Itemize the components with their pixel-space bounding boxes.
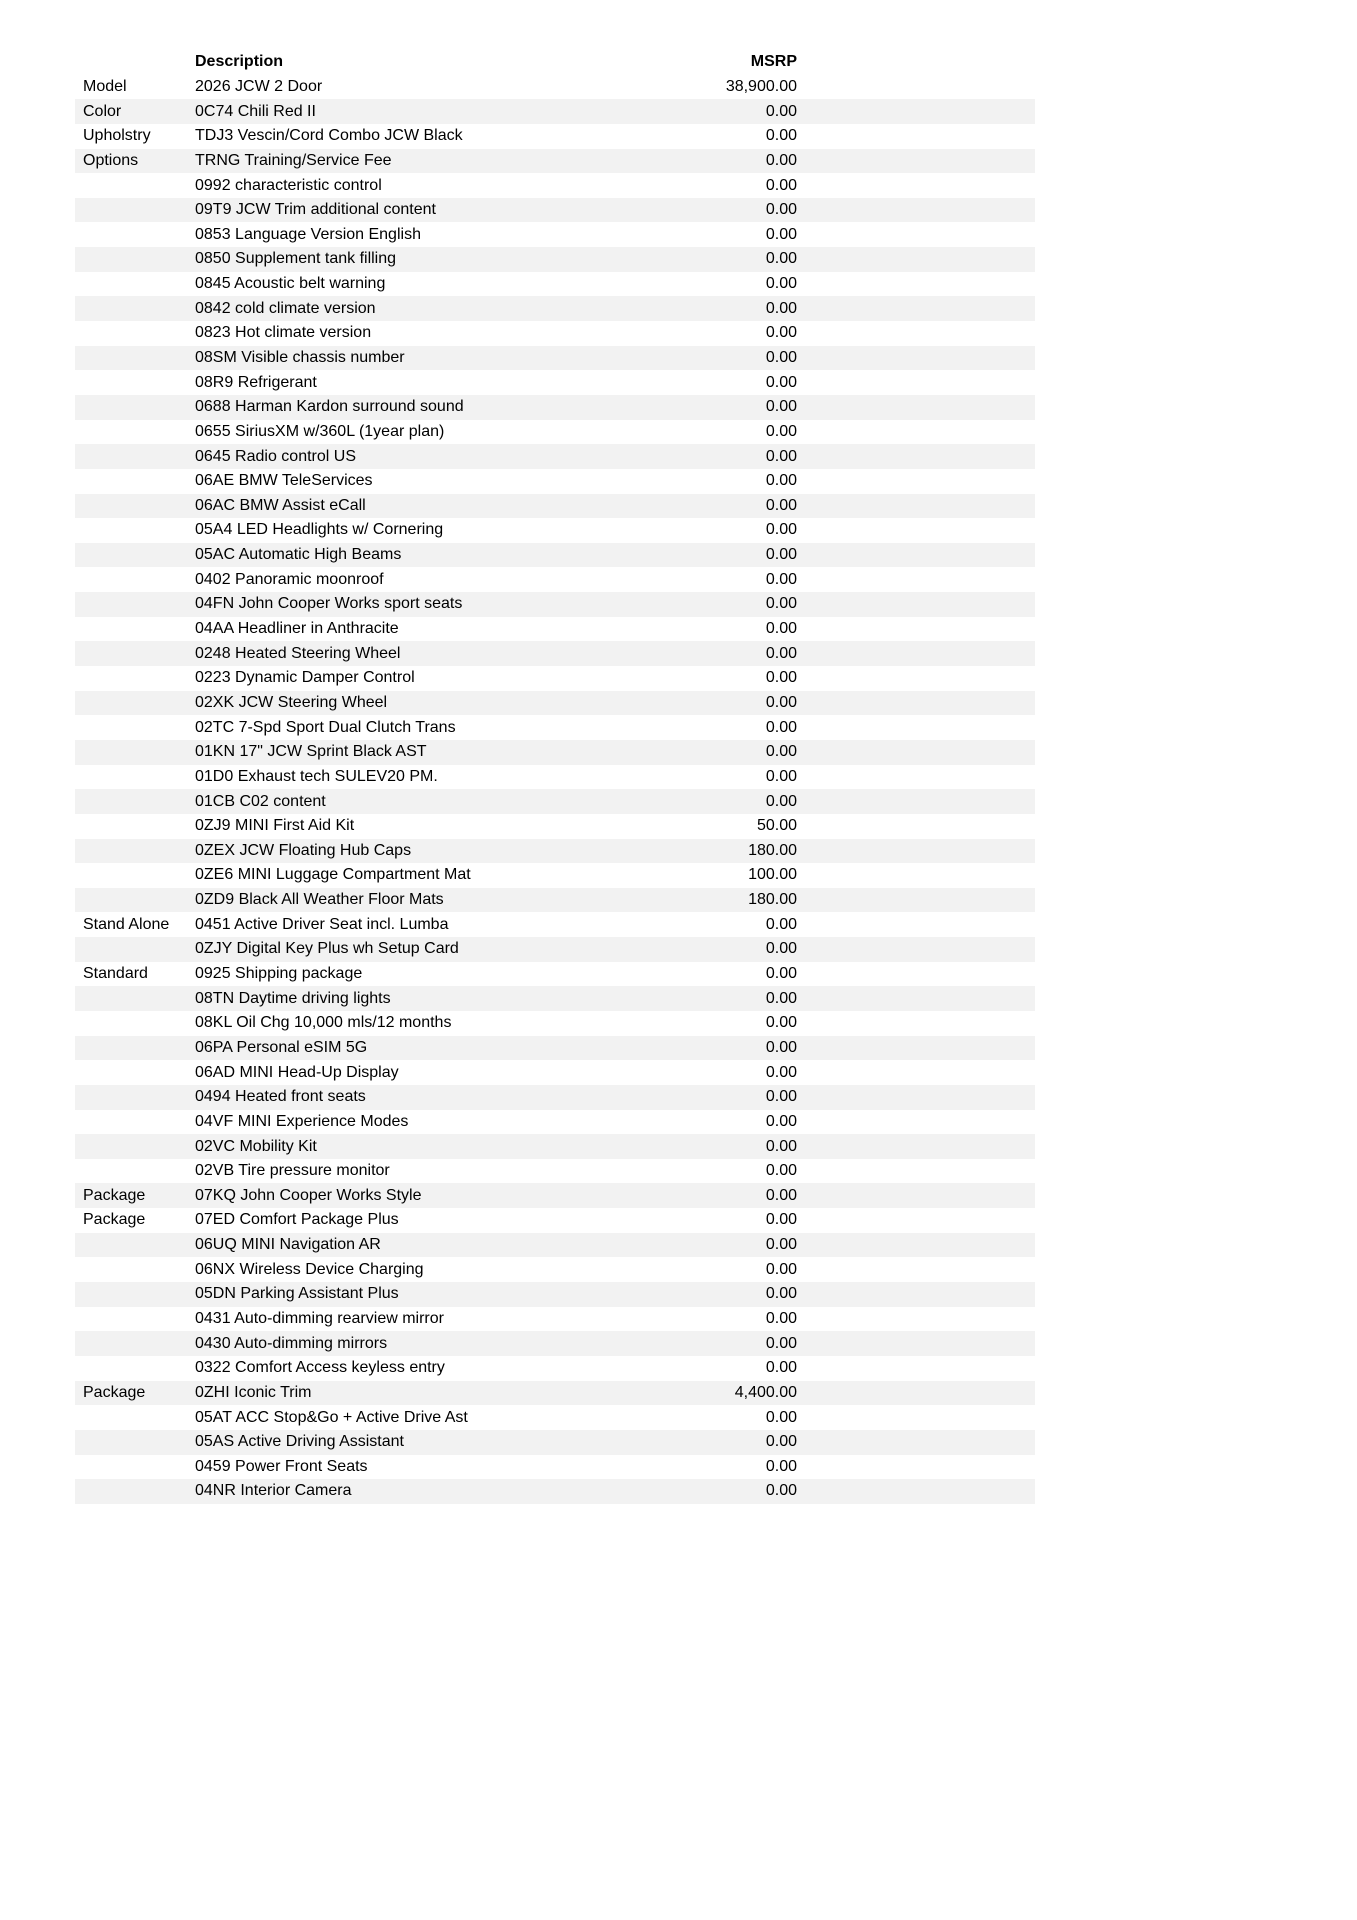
cell-filler [800,395,1035,420]
cell-category [75,1455,195,1480]
cell-filler [800,691,1035,716]
cell-msrp: 0.00 [765,201,797,219]
table-row [75,1282,1035,1307]
table-row [75,1455,1035,1480]
cell-description: 0645 Radio control US [195,447,356,465]
cell-description: 06NX Wireless Device Charging [195,1260,424,1278]
cell-filler [800,715,1035,740]
table-row [75,321,1035,346]
table-row [75,592,1035,617]
cell-category [75,888,195,913]
cell-description: 04AA Headliner in Anthracite [195,620,399,638]
cell-filler [800,518,1035,543]
cell-filler [800,1307,1035,1332]
cell-description: 06PA Personal eSIM 5G [195,1038,368,1056]
cell-msrp: 0.00 [765,1186,797,1204]
cell-filler [800,124,1035,149]
cell-msrp: 0.00 [765,373,797,391]
cell-description: 0823 Hot climate version [195,324,372,342]
cell-filler [800,1381,1035,1406]
cell-msrp: 0.00 [765,521,797,539]
cell-category [75,1405,195,1430]
cell-description: 0322 Comfort Access keyless entry [195,1359,445,1377]
cell-filler [800,666,1035,691]
cell-msrp: 0.00 [765,546,797,564]
cell-filler [800,1159,1035,1184]
cell-filler [800,1282,1035,1307]
cell-category [75,247,195,272]
cell-category [75,1134,195,1159]
header-category [75,50,195,75]
cell-description: 0459 Power Front Seats [195,1457,368,1475]
cell-description: 0ZEX JCW Floating Hub Caps [195,841,412,859]
cell-description: 0845 Acoustic belt warning [195,275,386,293]
table-row [75,962,1035,987]
cell-filler [800,1011,1035,1036]
cell-msrp: 50.00 [756,817,797,835]
cell-description: 0248 Heated Steering Wheel [195,644,401,662]
cell-category [75,1159,195,1184]
table-row [75,370,1035,395]
table-row [75,666,1035,691]
cell-filler [800,1085,1035,1110]
cell-description: TRNG Training/Service Fee [195,151,392,169]
cell-msrp: 0.00 [765,422,797,440]
cell-msrp: 0.00 [765,250,797,268]
cell-msrp: 0.00 [765,299,797,317]
cell-filler [800,888,1035,913]
cell-msrp: 0.00 [765,127,797,145]
cell-filler [800,962,1035,987]
cell-filler [800,272,1035,297]
cell-description: 06AC BMW Assist eCall [195,496,366,514]
cell-filler [800,789,1035,814]
cell-msrp: 0.00 [765,102,797,120]
cell-description: 04VF MINI Experience Modes [195,1112,409,1130]
cell-filler [800,1036,1035,1061]
table-row [75,1233,1035,1258]
cell-filler [800,986,1035,1011]
cell-filler [800,222,1035,247]
table-row [75,124,1035,149]
cell-filler [800,469,1035,494]
cell-msrp: 0.00 [765,1137,797,1155]
cell-description: 0853 Language Version English [195,225,421,243]
cell-filler [800,912,1035,937]
cell-category [75,1307,195,1332]
cell-description: 0C74 Chili Red II [195,102,316,120]
table-row [75,789,1035,814]
cell-description: 06AD MINI Head-Up Display [195,1063,399,1081]
cell-description: 05AC Automatic High Beams [195,546,402,564]
table-row [75,1479,1035,1504]
cell-category [75,173,195,198]
cell-category [75,420,195,445]
cell-description: 0223 Dynamic Damper Control [195,669,415,687]
cell-category [75,1085,195,1110]
table-row [75,1257,1035,1282]
cell-msrp: 0.00 [765,570,797,588]
cell-msrp: 0.00 [765,767,797,785]
cell-description: 01KN 17" JCW Sprint Black AST [195,743,427,761]
cell-msrp: 0.00 [765,718,797,736]
cell-filler [800,346,1035,371]
cell-msrp: 0.00 [765,275,797,293]
table-row [75,715,1035,740]
cell-msrp: 0.00 [765,693,797,711]
table-row [75,1085,1035,1110]
cell-category [75,494,195,519]
cell-msrp: 0.00 [765,989,797,1007]
cell-category: Package [83,1186,146,1204]
cell-description: 0ZE6 MINI Luggage Compartment Mat [195,866,471,884]
cell-category [75,1430,195,1455]
cell-filler [800,641,1035,666]
table-row [75,641,1035,666]
cell-filler [800,494,1035,519]
cell-msrp: 38,900.00 [725,77,797,95]
table-row [75,1307,1035,1332]
cell-msrp: 4,400.00 [734,1383,797,1401]
cell-msrp: 180.00 [748,841,797,859]
table-row [75,99,1035,124]
cell-description: 09T9 JCW Trim additional content [195,201,436,219]
cell-category [75,1011,195,1036]
cell-filler [800,1479,1035,1504]
table-row [75,222,1035,247]
cell-filler [800,1060,1035,1085]
cell-description: 02VC Mobility Kit [195,1137,317,1155]
cell-filler [800,1208,1035,1233]
cell-msrp: 0.00 [765,1162,797,1180]
cell-category [75,296,195,321]
cell-category [75,1331,195,1356]
cell-category [75,1060,195,1085]
table-row [75,75,1035,100]
cell-msrp: 0.00 [765,472,797,490]
cell-filler [800,1455,1035,1480]
cell-category: Stand Alone [83,915,170,933]
cell-msrp: 0.00 [765,447,797,465]
cell-description: 0402 Panoramic moonroof [195,570,384,588]
cell-description: 0451 Active Driver Seat incl. Lumba [195,915,449,933]
cell-description: 0655 SiriusXM w/360L (1year plan) [195,422,445,440]
cell-category [75,1257,195,1282]
cell-description: 0688 Harman Kardon surround sound [195,398,464,416]
cell-msrp: 0.00 [765,1260,797,1278]
cell-description: 01CB C02 content [195,792,326,810]
cell-description: 08KL Oil Chg 10,000 mls/12 months [195,1014,452,1032]
cell-filler [800,1257,1035,1282]
table-row [75,765,1035,790]
table-row [75,247,1035,272]
table-row [75,1381,1035,1406]
cell-filler [800,321,1035,346]
header-row [75,50,1035,75]
cell-category [75,567,195,592]
cell-category [75,1110,195,1135]
cell-msrp: 0.00 [765,965,797,983]
cell-filler [800,198,1035,223]
cell-msrp: 0.00 [765,1211,797,1229]
table-row [75,1208,1035,1233]
table-row [75,1134,1035,1159]
cell-msrp: 0.00 [765,324,797,342]
cell-category [75,740,195,765]
cell-msrp: 100.00 [748,866,797,884]
table-row [75,567,1035,592]
cell-msrp: 0.00 [765,151,797,169]
cell-category: Model [83,77,127,95]
cell-category [75,839,195,864]
cell-category [75,863,195,888]
cell-category: Standard [83,965,148,983]
table-row [75,272,1035,297]
cell-description: 08R9 Refrigerant [195,373,317,391]
cell-msrp: 0.00 [765,595,797,613]
table-row [75,1405,1035,1430]
cell-msrp: 0.00 [765,1088,797,1106]
cell-filler [800,937,1035,962]
header-description: Description [195,53,284,71]
cell-category [75,198,195,223]
cell-category [75,518,195,543]
cell-filler [800,296,1035,321]
cell-description: 01D0 Exhaust tech SULEV20 PM. [195,767,438,785]
cell-description: 0850 Supplement tank filling [195,250,397,268]
table-row [75,149,1035,174]
cell-category [75,1036,195,1061]
table-row [75,1430,1035,1455]
cell-category: Color [83,102,122,120]
table-row [75,1036,1035,1061]
cell-filler [800,1233,1035,1258]
cell-msrp: 180.00 [748,891,797,909]
cell-category [75,765,195,790]
cell-category [75,1233,195,1258]
cell-msrp: 0.00 [765,225,797,243]
cell-filler [800,765,1035,790]
table-row [75,173,1035,198]
cell-msrp: 0.00 [765,1359,797,1377]
cell-category [75,592,195,617]
table-row [75,395,1035,420]
cell-filler [800,839,1035,864]
cell-filler [800,1331,1035,1356]
table-row [75,888,1035,913]
table-row [75,1060,1035,1085]
cell-filler [800,814,1035,839]
table-row [75,1331,1035,1356]
cell-category [75,641,195,666]
table-row [75,1110,1035,1135]
cell-description: 0992 characteristic control [195,176,382,194]
pricing-table [75,50,1035,1504]
cell-filler [800,543,1035,568]
cell-category [75,789,195,814]
cell-filler [800,75,1035,100]
cell-category [75,1356,195,1381]
cell-filler [800,149,1035,174]
cell-msrp: 0.00 [765,620,797,638]
cell-category [75,715,195,740]
table-row [75,346,1035,371]
cell-msrp: 0.00 [765,1014,797,1032]
cell-filler [800,1430,1035,1455]
table-row [75,1011,1035,1036]
cell-msrp: 0.00 [765,1309,797,1327]
cell-msrp: 0.00 [765,1433,797,1451]
cell-msrp: 0.00 [765,1408,797,1426]
cell-category: Package [83,1211,146,1229]
table-row [75,839,1035,864]
cell-filler [800,1356,1035,1381]
header-filler [800,50,1035,75]
cell-msrp: 0.00 [765,1285,797,1303]
cell-description: 0842 cold climate version [195,299,376,317]
cell-category [75,395,195,420]
cell-description: 06UQ MINI Navigation AR [195,1236,381,1254]
table-row [75,863,1035,888]
table-row [75,937,1035,962]
cell-description: 0ZHI Iconic Trim [195,1383,312,1401]
cell-msrp: 0.00 [765,940,797,958]
cell-category [75,691,195,716]
header-msrp: MSRP [750,53,797,71]
cell-filler [800,617,1035,642]
cell-description: 0494 Heated front seats [195,1088,366,1106]
cell-filler [800,247,1035,272]
table-row [75,1356,1035,1381]
cell-filler [800,370,1035,395]
cell-msrp: 0.00 [765,496,797,514]
cell-description: 06AE BMW TeleServices [195,472,373,490]
table-row [75,912,1035,937]
cell-category: Upholstry [83,127,151,145]
cell-description: 0430 Auto-dimming mirrors [195,1334,388,1352]
table-row [75,518,1035,543]
table-row [75,469,1035,494]
cell-msrp: 0.00 [765,1063,797,1081]
cell-filler [800,1110,1035,1135]
cell-category [75,617,195,642]
cell-filler [800,1134,1035,1159]
table-row [75,814,1035,839]
table-row [75,617,1035,642]
cell-filler [800,420,1035,445]
cell-msrp: 0.00 [765,1482,797,1500]
cell-description: 04NR Interior Camera [195,1482,352,1500]
cell-msrp: 0.00 [765,792,797,810]
cell-description: 0ZD9 Black All Weather Floor Mats [195,891,444,909]
cell-filler [800,740,1035,765]
cell-description: 0ZJY Digital Key Plus wh Setup Card [195,940,459,958]
cell-category [75,222,195,247]
cell-description: 08TN Daytime driving lights [195,989,391,1007]
table-row [75,1183,1035,1208]
cell-filler [800,1405,1035,1430]
cell-description: 0925 Shipping package [195,965,363,983]
cell-msrp: 0.00 [765,1038,797,1056]
cell-filler [800,1183,1035,1208]
table-row [75,296,1035,321]
cell-category [75,1282,195,1307]
table-row [75,740,1035,765]
cell-description: 04FN John Cooper Works sport seats [195,595,463,613]
cell-category [75,272,195,297]
pricing-table-body [75,75,1035,1504]
cell-category [75,321,195,346]
cell-category [75,543,195,568]
cell-filler [800,173,1035,198]
cell-category [75,937,195,962]
cell-description: 05A4 LED Headlights w/ Cornering [195,521,444,539]
cell-msrp: 0.00 [765,915,797,933]
cell-msrp: 0.00 [765,1334,797,1352]
cell-msrp: 0.00 [765,398,797,416]
cell-description: 07KQ John Cooper Works Style [195,1186,422,1204]
cell-category [75,814,195,839]
cell-filler [800,592,1035,617]
table-row [75,691,1035,716]
cell-msrp: 0.00 [765,1236,797,1254]
cell-msrp: 0.00 [765,644,797,662]
table-row [75,198,1035,223]
cell-description: 0431 Auto-dimming rearview mirror [195,1309,444,1327]
cell-msrp: 0.00 [765,669,797,687]
cell-description: 2026 JCW 2 Door [195,77,323,95]
cell-description: 07ED Comfort Package Plus [195,1211,399,1229]
cell-category [75,469,195,494]
cell-msrp: 0.00 [765,349,797,366]
table-row [75,494,1035,519]
cell-msrp: 0.00 [765,1457,797,1475]
cell-msrp: 0.00 [765,743,797,761]
table-row [75,1159,1035,1184]
table-row [75,420,1035,445]
table-row [75,543,1035,568]
cell-filler [800,567,1035,592]
cell-description: 02XK JCW Steering Wheel [195,693,388,711]
table-row [75,986,1035,1011]
cell-filler [800,444,1035,469]
cell-description: 02VB Tire pressure monitor [195,1162,390,1180]
cell-description: 05AT ACC Stop&Go + Active Drive Ast [195,1408,468,1426]
cell-description: TDJ3 Vescin/Cord Combo JCW Black [195,127,463,145]
cell-category: Options [83,151,139,169]
cell-category: Package [83,1383,146,1401]
cell-category [75,1479,195,1504]
cell-category [75,666,195,691]
cell-category [75,346,195,371]
cell-category [75,370,195,395]
cell-description: 08SM Visible chassis number [195,349,405,366]
cell-filler [800,863,1035,888]
cell-category [75,986,195,1011]
cell-description: 05AS Active Driving Assistant [195,1433,404,1451]
cell-filler [800,99,1035,124]
cell-description: 02TC 7-Spd Sport Dual Clutch Trans [195,718,456,736]
cell-msrp: 0.00 [765,176,797,194]
cell-description: 0ZJ9 MINI First Aid Kit [195,817,355,835]
cell-msrp: 0.00 [765,1112,797,1130]
cell-description: 05DN Parking Assistant Plus [195,1285,399,1303]
table-row [75,444,1035,469]
cell-category [75,444,195,469]
